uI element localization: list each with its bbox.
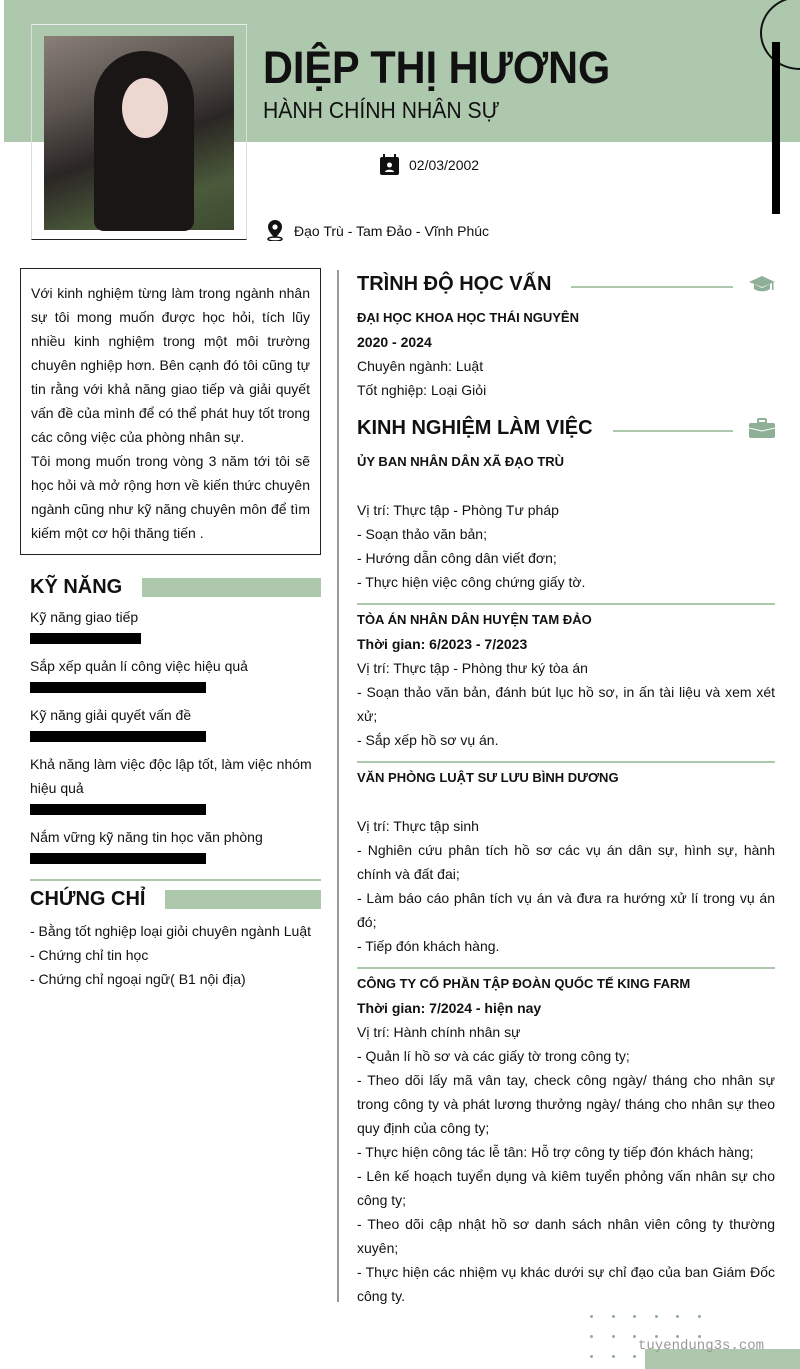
- job-time: Thời gian: 6/2023 - 7/2023: [357, 636, 528, 652]
- skill-label: Kỹ năng giao tiếp: [30, 609, 139, 625]
- skill-level-bar: [30, 853, 206, 864]
- skill-level-bar: [30, 633, 141, 644]
- decor-dot: [655, 1315, 658, 1318]
- company-name: TÒA ÁN NHÂN DÂN HUYỆN TAM ĐẢO: [357, 612, 592, 627]
- job-time: [357, 790, 775, 814]
- job-detail: Vị trí: Thực tập sinh: [357, 818, 479, 834]
- skills-heading: KỸ NĂNG: [30, 576, 123, 598]
- job-detail: - Sắp xếp hồ sơ vụ án.: [357, 732, 499, 748]
- certificate-item: - Chứng chỉ ngoại ngữ( B1 nội địa): [30, 971, 246, 987]
- job-list: [357, 450, 775, 1308]
- skill-label: Sắp xếp quản lí công việc hiệu quả: [30, 658, 248, 674]
- skill-label: Kỹ năng giải quyết vấn đề: [30, 707, 192, 723]
- location-pin-icon: [266, 220, 284, 241]
- decor-dot: [633, 1315, 636, 1318]
- education-grade: Tốt nghiệp: Loại Giỏi: [357, 382, 487, 398]
- job-detail: - Theo dõi lấy mã vân tay, check công ngày/ tháng cho nhân sự trong công ty và phát lương thưởng ngày/ tháng cho nhân sự theo quy định của công ty;: [357, 1072, 775, 1136]
- job-detail: - Hướng dẫn công dân viết đơn;: [357, 550, 557, 566]
- calendar-icon: [380, 154, 399, 175]
- job-entry: [357, 972, 775, 1308]
- briefcase-icon: [749, 418, 775, 438]
- job-detail: Vị trí: Hành chính nhân sự: [357, 1024, 521, 1040]
- full-name: DIỆP THỊ HƯƠNG: [263, 42, 611, 93]
- job-detail: - Soạn thảo văn bản;: [357, 526, 487, 542]
- decor-dot: [590, 1335, 593, 1338]
- decor-dot: [633, 1335, 636, 1338]
- education-period: 2020 - 2024: [357, 334, 432, 350]
- job-detail: - Theo dõi cập nhật hồ sơ danh sách nhân viên công ty thường xuyên;: [357, 1216, 775, 1256]
- job-separator: [357, 603, 775, 605]
- job-separator: [357, 761, 775, 763]
- decor-dot: [612, 1315, 615, 1318]
- divider: [30, 879, 321, 881]
- certificate-item: - Bằng tốt nghiệp loại giỏi chuyên ngành Luật: [30, 923, 311, 939]
- job-detail: - Thực hiện công tác lễ tân: Hỗ trợ công ty tiếp đón khách hàng;: [357, 1144, 754, 1160]
- birthdate-text: 02/03/2002: [409, 156, 480, 173]
- job-time: Thời gian: 7/2024 - hiện nay: [357, 1000, 542, 1016]
- skill-level-bar: [30, 682, 206, 693]
- decor-dot: [633, 1355, 636, 1358]
- heading-bar: [142, 578, 321, 597]
- column-divider: [337, 270, 339, 1302]
- decor-bar: [772, 42, 780, 214]
- experience-heading: KINH NGHIỆM LÀM VIỆC: [357, 417, 593, 439]
- school-name: ĐẠI HỌC KHOA HỌC THÁI NGUYÊN: [357, 310, 579, 325]
- job-detail: - Thực hiện các nhiệm vụ khác dưới sự chỉ đạo của ban Giám Đốc công ty.: [357, 1264, 775, 1304]
- job-detail: - Soạn thảo văn bản, đánh bút lục hồ sơ, in ấn tài liệu và xem xét xử;: [357, 684, 775, 724]
- job-detail: - Quản lí hồ sơ và các giấy tờ trong công ty;: [357, 1048, 630, 1064]
- decor-dot: [676, 1315, 679, 1318]
- decor-dot: [590, 1315, 593, 1318]
- heading-bar: [165, 890, 321, 909]
- birthdate: [380, 154, 479, 175]
- right-column: [357, 268, 775, 1308]
- company-name: ỦY BAN NHÂN DÂN XÃ ĐẠO TRÙ: [357, 454, 565, 469]
- skills-list: [30, 605, 321, 864]
- decor-dot: [698, 1315, 701, 1318]
- job-detail: - Thực hiện việc công chứng giấy tờ.: [357, 574, 586, 590]
- certificate-item: - Chứng chỉ tin học: [30, 947, 149, 963]
- skill-label: Nắm vững kỹ năng tin học văn phòng: [30, 829, 263, 845]
- watermark: tuyendung3s.com: [638, 1338, 765, 1354]
- job-time: [357, 474, 775, 498]
- decor-dot: [590, 1355, 593, 1358]
- address-text: Đạo Trù - Tam Đảo - Vĩnh Phúc: [294, 222, 490, 239]
- skill-label: Khả năng làm việc độc lập tốt, làm việc nhóm hiệu quả: [30, 756, 312, 796]
- job-detail: Vị trí: Thực tập - Phòng Tư pháp: [357, 502, 559, 518]
- certificates-section: [30, 888, 321, 991]
- job-detail: - Lên kế hoạch tuyển dụng và kiêm tuyển phỏng vấn nhân sự cho công ty;: [357, 1168, 775, 1208]
- job-detail: Vị trí: Thực tập - Phòng thư ký tòa án: [357, 660, 588, 676]
- certificates-heading: CHỨNG CHỈ: [30, 888, 146, 910]
- job-entry: [357, 766, 775, 958]
- skill-level-bar: [30, 731, 206, 742]
- graduation-cap-icon: [749, 274, 775, 294]
- summary-paragraph: Với kinh nghiệm từng làm trong ngành nhân sự tôi mong muốn được học hỏi, tích lũy nhiều kinh nghiệm trong một môi trường chuyên nghiệp hơn. Bên cạnh đó tôi cũng tự tin rằng với khả năng giao tiếp và giải quyết vấn đề của mình để có thể phát huy tốt trong các công việc của phòng nhân sự.: [31, 285, 310, 445]
- profile-photo: [44, 36, 234, 230]
- education-header: [357, 268, 775, 300]
- skill-level-bar: [30, 804, 206, 815]
- company-name: CÔNG TY CỔ PHẦN TẬP ĐOÀN QUỐC TẾ KING FARM: [357, 976, 691, 991]
- job-entry: [357, 450, 775, 594]
- company-name: VĂN PHÒNG LUẬT SƯ LƯU BÌNH DƯƠNG: [357, 770, 619, 785]
- job-detail: - Tiếp đón khách hàng.: [357, 938, 500, 954]
- job-detail: - Nghiên cứu phân tích hồ sơ các vụ án dân sự, hình sự, hành chính và đất đai;: [357, 842, 775, 882]
- job-detail: - Làm báo cáo phân tích vụ án và đưa ra hướng xử lí trong vụ án đó;: [357, 890, 775, 930]
- job-title: HÀNH CHÍNH NHÂN SỰ: [263, 97, 500, 123]
- experience-header: [357, 412, 775, 444]
- summary-box: [20, 268, 321, 555]
- decor-dot: [612, 1335, 615, 1338]
- education-heading: TRÌNH ĐỘ HỌC VẤN: [357, 273, 552, 295]
- job-entry: [357, 608, 775, 752]
- job-separator: [357, 967, 775, 969]
- decor-dot: [612, 1355, 615, 1358]
- address: [266, 220, 489, 241]
- education-major: Chuyên ngành: Luật: [357, 358, 484, 374]
- skills-section: [30, 576, 321, 874]
- summary-paragraph: Tôi mong muốn trong vòng 3 năm tới tôi sẽ học hỏi và mở rộng hơn về kiến thức chuyên ngành cũng như kỹ năng chuyên môn để tìm kiếm một cơ hội thăng tiến .: [31, 453, 310, 541]
